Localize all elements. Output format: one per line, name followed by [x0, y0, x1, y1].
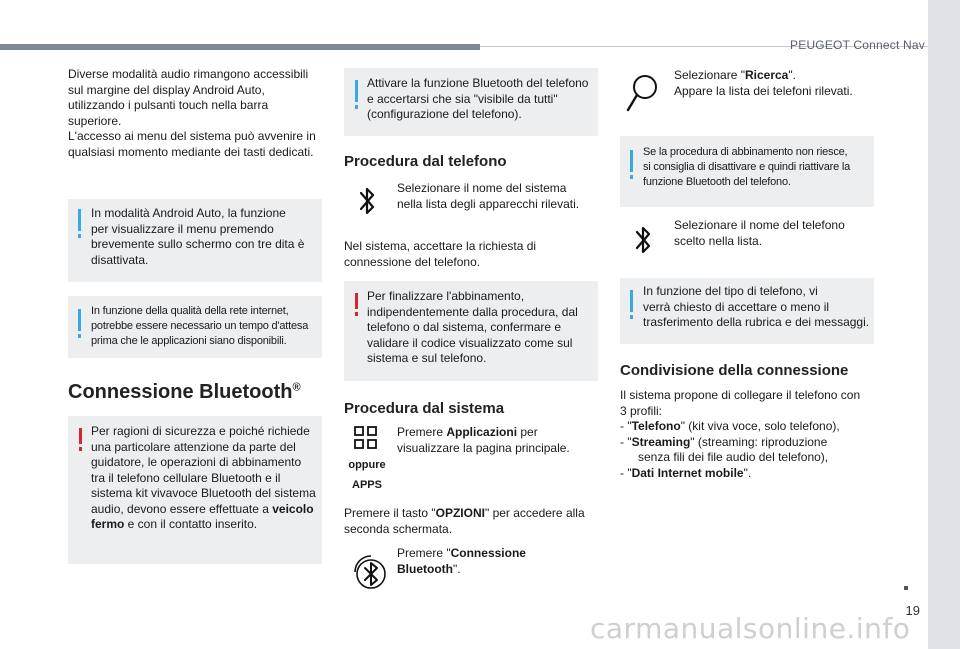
section-title-system: Procedura dal sistema	[344, 400, 505, 417]
warning-flag-icon	[79, 428, 82, 444]
info-text: In modalità Android Auto, la funzione per visualizzare il menu premendo brevemente sullo schermo con tre dita è disattivata.	[91, 206, 305, 267]
info-text: In funzione della qualità della rete internet, potrebbe essere necessario un tempo d'attesa prima che le applicazioni siano disponibili.	[91, 305, 309, 347]
info-box-network	[68, 296, 322, 358]
section-title-phone: Procedura dal telefono	[344, 153, 507, 170]
section-title-bluetooth: Connessione Bluetooth®	[68, 381, 301, 403]
info-box-enable-bluetooth	[344, 68, 598, 136]
info-flag-icon	[630, 150, 633, 172]
select-phone-text: Selezionare il nome del telefono scelto nella lista.	[674, 218, 845, 248]
bluetooth-icon	[355, 183, 379, 219]
warning-box-safety	[68, 416, 322, 564]
intro-paragraph: Diverse modalità audio rimangono accessibili sul margine del display Android Auto, utilizzando i pulsanti touch nella barra superiore. L'accesso ai menu del sistema può avvenire in qualsiasi momento mediante dei tasti dedicati.	[68, 67, 316, 159]
warning-text: Per ragioni di sicurezza e poiché richiede una particolare attenzione da parte del guidatore, le operazioni di abbinamento tra il telefono cellulare Bluetooth e il sistema kit vivavoce Bluetooth del sistema audio, devono essere effettuate a veicolo fermo e con il contatto inserito.	[91, 424, 316, 531]
warning-text: Per finalizzare l'abbinamento, indipendentemente dalla procedura, dal telefono o dal sistema, confermare e validare il codice visualizzato come sul sistema e sul telefono.	[367, 289, 578, 365]
page-marker	[904, 586, 908, 590]
list-item: senza fili dei file audio del telefono),	[638, 450, 829, 464]
apps-label: APPS	[352, 479, 382, 491]
options-paragraph: Premere il tasto "OPZIONI" per accedere alla seconda schermata.	[344, 506, 585, 536]
info-text: In funzione del tipo di telefono, vi verrà chiesto di accettare o meno il trasferimento della rubrica e dei messaggi.	[643, 284, 870, 329]
warning-box-pairing	[344, 281, 598, 381]
or-label: oppure	[348, 459, 386, 471]
bluetooth-settings-icon	[349, 550, 389, 592]
running-header: PEUGEOT Connect Nav	[790, 38, 925, 52]
section-title-sharing: Condivisione della connessione	[620, 362, 849, 379]
search-step-text: Selezionare "Ricerca". Appare la lista dei telefoni rilevati.	[674, 68, 853, 98]
phone-step-text: Selezionare il nome del sistema nella lista degli apparecchi rilevati.	[397, 181, 580, 211]
list-item: - "Streaming" (streaming: riproduzione	[620, 434, 828, 449]
info-box-android-auto	[68, 199, 322, 282]
info-flag-icon	[78, 209, 81, 231]
search-icon	[624, 72, 660, 114]
info-box-pairing-fail	[620, 136, 874, 207]
header-bar	[0, 44, 480, 50]
info-box-phonebook	[620, 278, 874, 344]
bluetooth-icon	[631, 222, 655, 258]
connection-step-text: Premere "Connessione Bluetooth".	[397, 546, 526, 576]
accept-paragraph: Nel sistema, accettare la richiesta di connessione del telefono.	[344, 239, 537, 269]
page-margin-band	[928, 0, 960, 649]
warning-flag-icon	[355, 293, 358, 309]
watermark: carmanualsonline.info	[590, 612, 911, 645]
sharing-paragraph: Il sistema propone di collegare il telefono con 3 profili: - "Telefono" (kit viva voce, solo telefono), - "Streaming" (streaming: riproduzione senza fili dei file audio del telefono), - "Dati Internet mobile".	[620, 388, 880, 481]
info-flag-icon	[355, 80, 358, 102]
info-flag-icon	[630, 290, 633, 312]
apps-step-text: Premere Applicazioni per visualizzare la pagina principale.	[397, 425, 570, 455]
info-text: Se la procedura di abbinamento non riesce, si consiglia di disattivare e quindi riattivare la funzione Bluetooth del telefono.	[643, 146, 851, 188]
info-flag-icon	[78, 309, 81, 331]
info-text: Attivare la funzione Bluetooth del telefono e accertarsi che sia "visibile da tutti" (configurazione del telefono).	[367, 76, 589, 121]
list-item: - "Dati Internet mobile".	[620, 465, 752, 480]
page-number: 19	[905, 603, 920, 618]
list-item: - "Telefono" (kit viva voce, solo telefono),	[620, 419, 840, 433]
apps-grid-icon	[353, 425, 379, 451]
